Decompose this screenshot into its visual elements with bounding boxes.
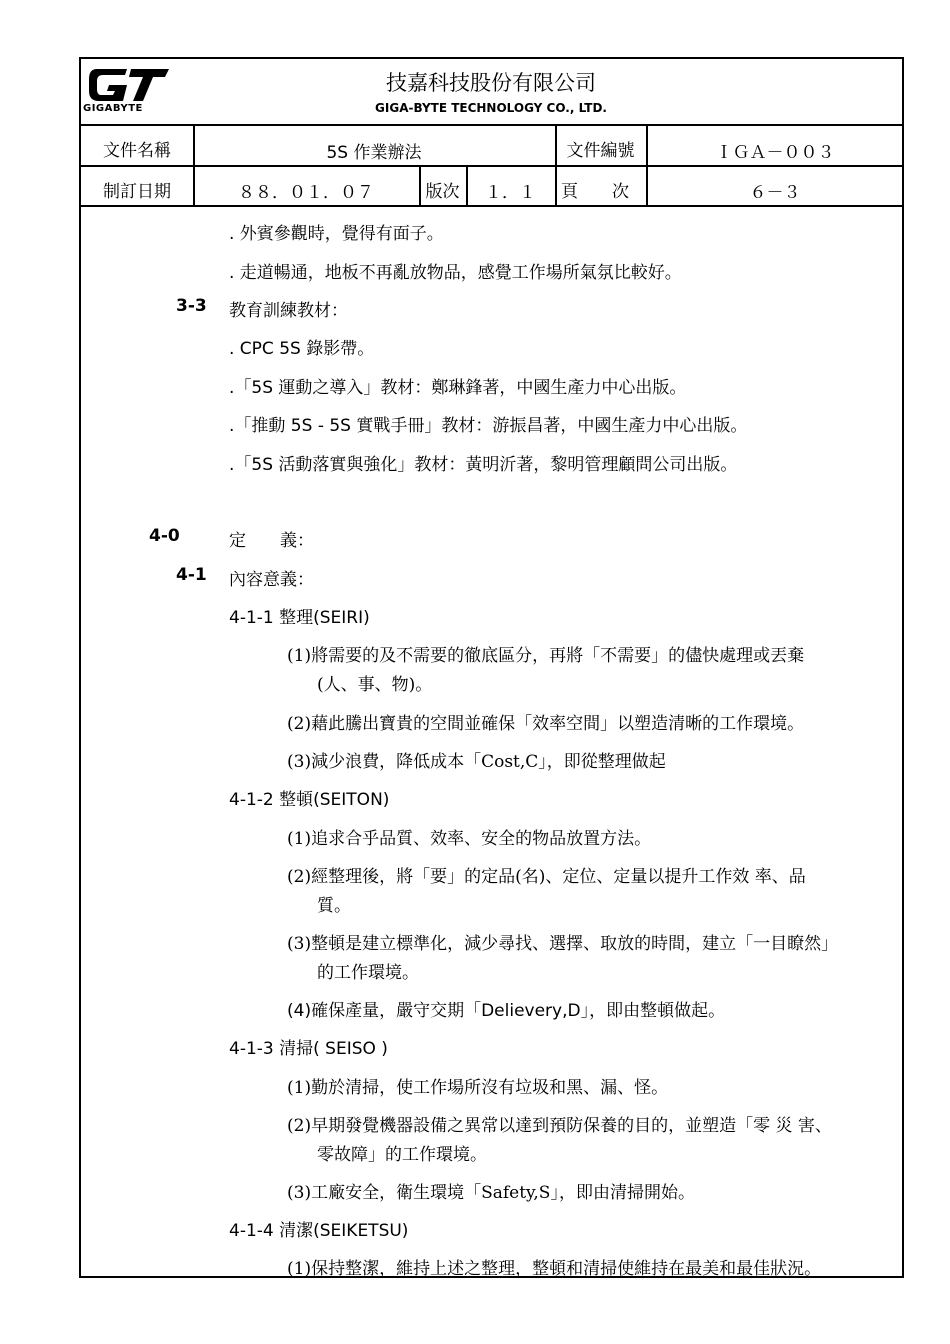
material-item: .「5S 活動落實與強化」教材：黃明沂著，黎明管理顧問公司出版。 [229,455,738,475]
bullet-line: . 走道暢通，地板不再亂放物品，感覺工作場所氣氛比較好。 [229,263,682,283]
paragraph-line: (4)確保產量，嚴守交期「Delievery,D」，即由整頓做起。 [287,1001,726,1021]
section-number: 4-0 [149,526,180,546]
rev-date-value: ８８．０１．０７ [238,183,374,203]
company-name-en: GIGA-BYTE TECHNOLOGY CO., LTD. [375,101,607,115]
version-value: １．１ [485,183,536,203]
material-item: .「推動 5S - 5S 實戰手冊」教材：游振昌著，中國生產力中心出版。 [229,416,748,436]
material-item: . CPC 5S 錄影帶。 [229,339,375,359]
paragraph-line: (2)藉此騰出寶貴的空間並確保「效率空間」以塑造清晰的工作環境。 [287,714,805,734]
section-title: 定 義： [229,531,314,551]
paragraph-line: 質。 [317,896,351,916]
paragraph-line: 的工作環境。 [317,963,419,983]
subsection-heading: 4-1-2 整頓(SEITON) [229,790,390,810]
document-frame [79,57,904,1278]
version-label: 版次 [425,182,460,202]
paragraph-line: (1)勤於清掃，使工作場所沒有垃圾和黑、漏、怪。 [287,1078,669,1098]
paragraph-line: (1)將需要的及不需要的徹底區分，再將「不需要」的儘快處理或丟棄 [287,646,805,666]
page-value: ６－３ [749,183,801,203]
paragraph-line: (3)工廠安全，衛生環境「Safety,S」，即由清掃開始。 [287,1183,695,1203]
material-item: .「5S 運動之導入」教材：鄭琳鋒著，中國生產力中心出版。 [229,378,687,398]
logo-wordmark: GIGABYTE [83,103,143,114]
gigabyte-logo-icon [87,65,171,105]
doc-name-value: 5S 作業辦法 [326,143,422,163]
rev-date-label: 制訂日期 [103,182,171,202]
divider [81,124,902,126]
company-name-zh: 技嘉科技股份有限公司 [386,71,596,95]
paragraph-line: (1)追求合乎品質、效率、安全的物品放置方法。 [287,829,652,849]
paragraph-line: (人、事、物)。 [317,675,433,695]
subsection-heading: 4-1-1 整理(SEIRI) [229,608,370,628]
page-label: 頁 次 [561,182,629,202]
paragraph-line: (2)早期發覺機器設備之異常以達到預防保養的目的，並塑造「零 災 害、 [287,1116,832,1136]
subsection-heading: 4-1-3 清掃( SEISO ) [229,1039,388,1059]
paragraph-line: (2)經整理後，將「要」的定品(名)、定位、定量以提升工作效 率、品 [287,867,806,887]
paragraph-line: (1)保持整潔，維持上述之整理，整頓和清掃使維持在最美和最佳狀況。 [287,1259,822,1279]
divider [81,205,902,207]
divider [81,165,902,167]
paragraph-line: 零故障」的工作環境。 [317,1145,487,1165]
subsection-heading: 4-1-4 清潔(SEIKETSU) [229,1221,409,1241]
section-title: 教育訓練教材： [229,301,348,321]
doc-name-label: 文件名稱 [103,141,171,161]
bullet-line: . 外賓參觀時，覺得有面子。 [229,224,444,244]
section-number: 4-1 [176,565,207,585]
paragraph-line: (3)整頓是建立標準化，減少尋找、選擇、取放的時間，建立「一目瞭然」 [287,934,839,954]
section-number: 3-3 [176,296,207,316]
paragraph-line: (3)減少浪費，降低成本「Cost,C」，即從整理做起 [287,752,666,772]
section-title: 內容意義： [229,570,314,590]
doc-no-value: ＩＧＡ－００３ [715,143,835,163]
doc-no-label: 文件編號 [566,141,635,161]
